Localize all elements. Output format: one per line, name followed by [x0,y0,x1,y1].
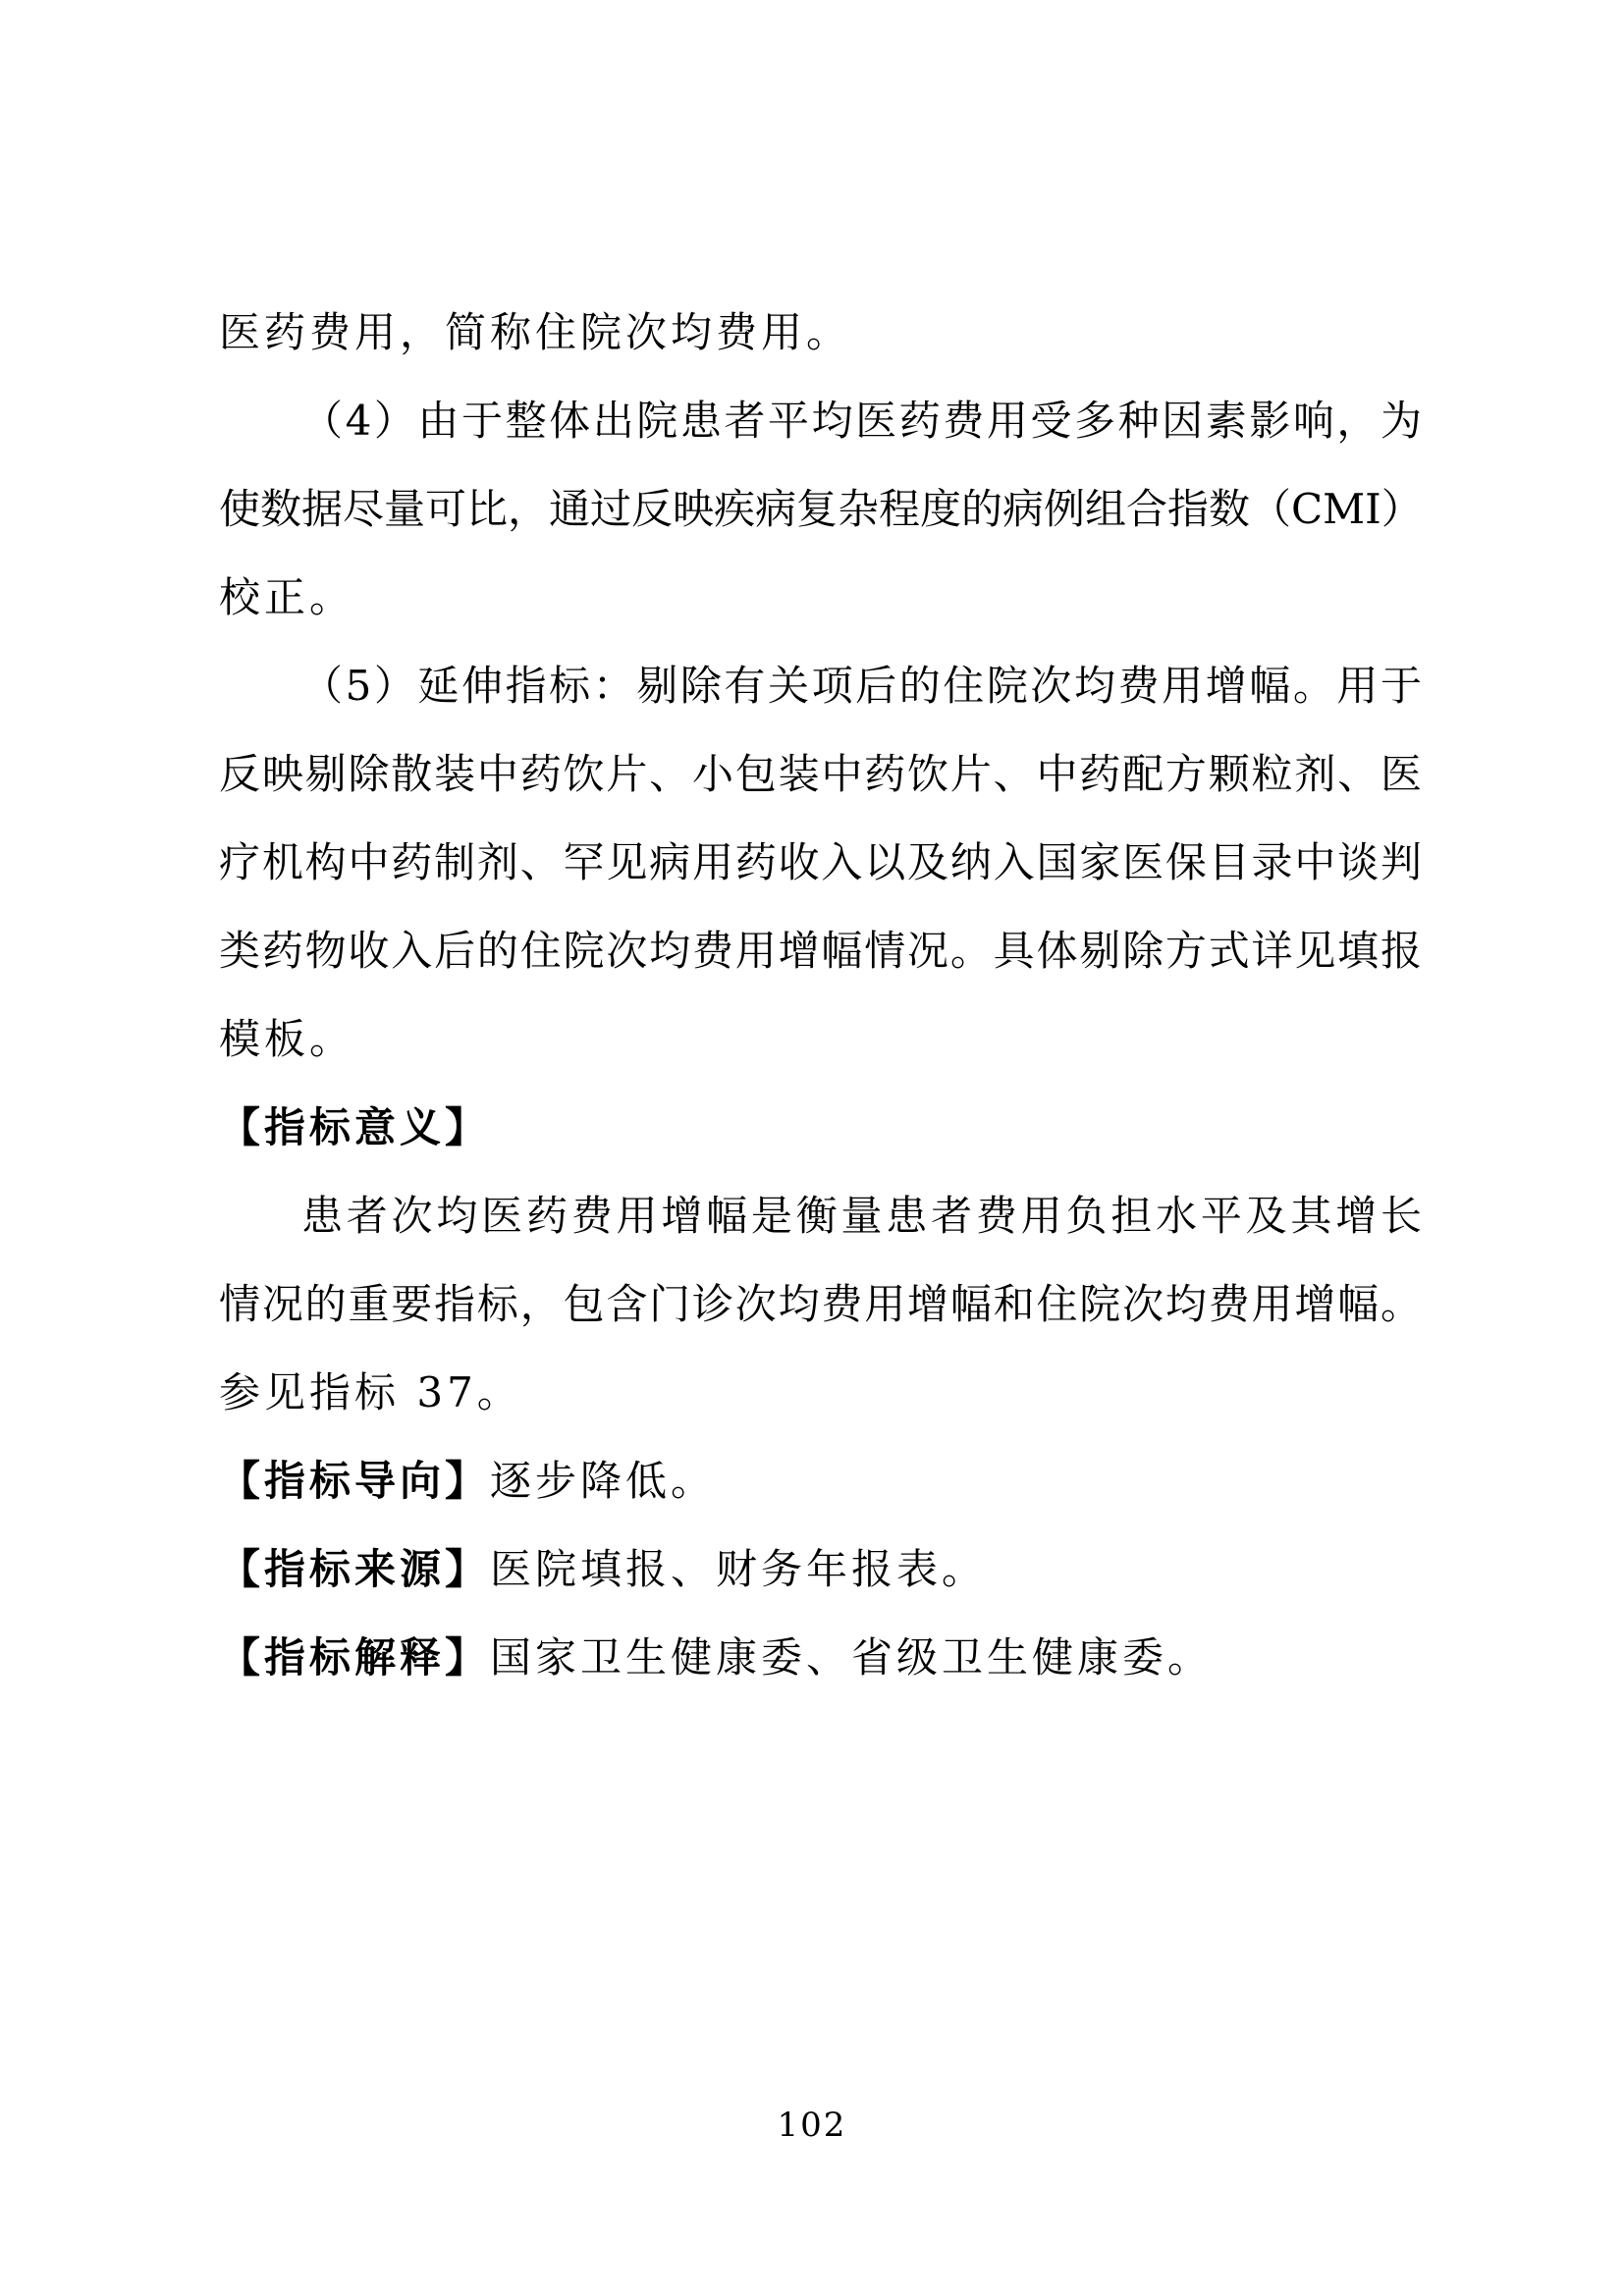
body-line-3: 使数据尽量可比，通过反映疾病复杂程度的病例组合指数（CMI） [219,485,1423,533]
body-line-8: 类药物收入后的住院次均费用增幅情况。具体剔除方式详见填报 [219,927,1422,975]
interpretation-text: 国家卫生健康委、省级卫生健康委。 [490,1633,1214,1682]
body-line-1: 医药费用，简称住院次均费用。 [219,308,852,356]
interpretation-row [219,1629,1213,1687]
body-line-7: 疗机构中药制剂、罕见病用药收入以及纳入国家医保目录中谈判 [219,838,1422,886]
source-label: 【指标来源】 [219,1545,491,1593]
direction-row [219,1452,716,1511]
body-line-2: （4）由于整体出院患者平均医药费用受多种因素影响，为 [301,397,1422,445]
significance-heading: 【指标意义】 [219,1103,491,1151]
direction-text: 逐步降低。 [490,1457,717,1505]
significance-line-1: 患者次均医药费用增幅是衡量患者费用负担水平及其增长 [301,1192,1422,1240]
direction-label: 【指标导向】 [219,1457,491,1505]
source-text: 医院填报、财务年报表。 [490,1545,988,1593]
significance-line-2: 情况的重要指标，包含门诊次均费用增幅和住院次均费用增幅。 [219,1280,1422,1328]
significance-line-3: 参见指标 37。 [219,1368,522,1416]
body-line-9: 模板。 [219,1015,355,1063]
page-number: 102 [777,2106,847,2145]
source-row [219,1540,987,1599]
body-line-5: （5）延伸指标：剔除有关项后的住院次均费用增幅。用于 [301,662,1422,710]
body-line-6: 反映剔除散装中药饮片、小包装中药饮片、中药配方颗粒剂、医 [219,750,1422,798]
interpretation-label: 【指标解释】 [219,1633,491,1682]
body-line-4: 校正。 [219,573,355,621]
